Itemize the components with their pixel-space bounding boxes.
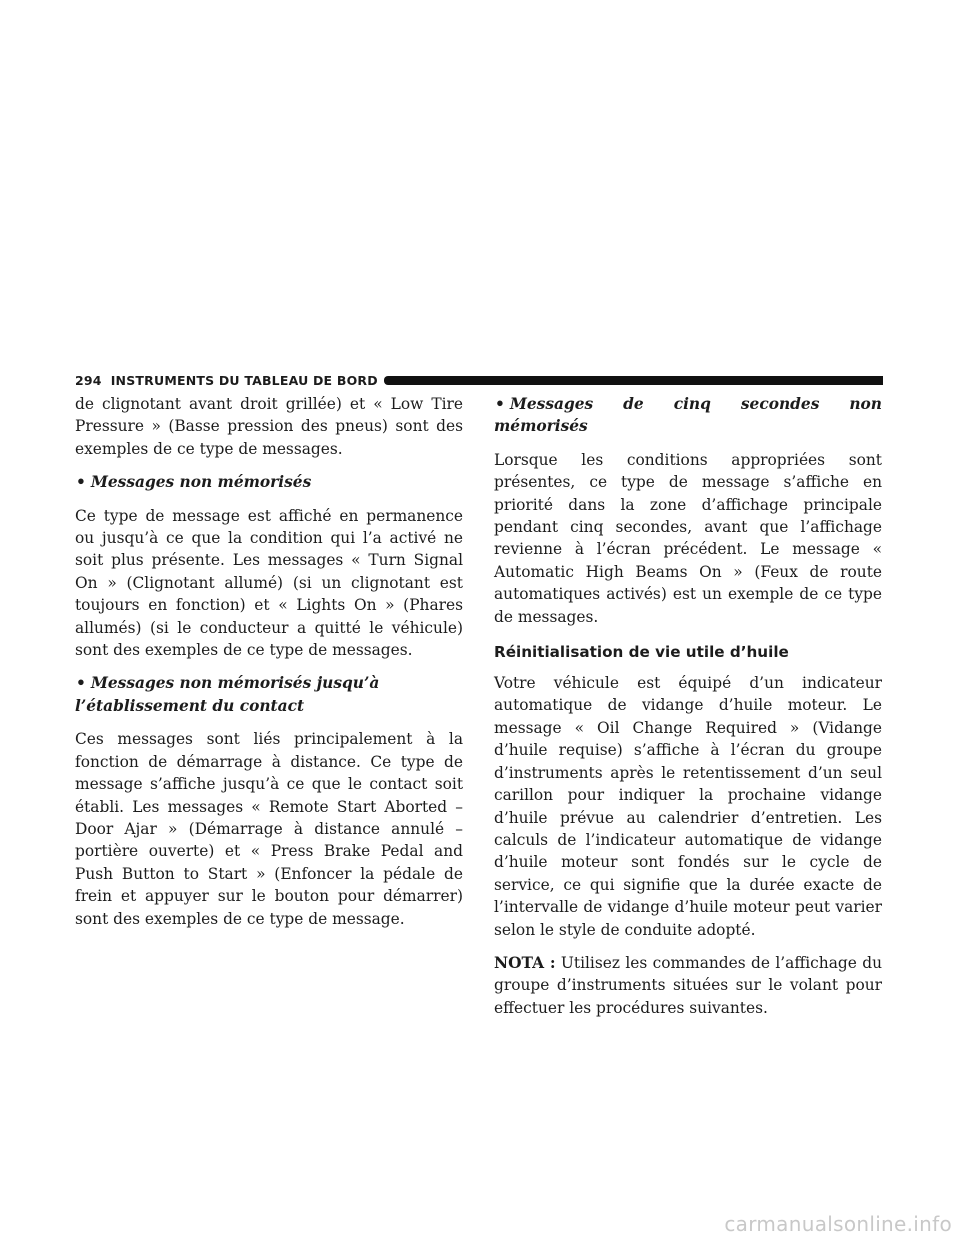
paragraph: Ce type de message est affiché en permanence ou jusqu’à ce que la condition qui l’a activé ne soit plus présente. Les messages « Turn Signal On » (Clignotant allumé) (si un clignotant est toujours en fonction) et « Lights On » (Phares allumés) (si le conducteur a quitté le véhicule) sont des exemples de ce type de messages. <box>75 506 463 660</box>
bullet-icon: • <box>76 674 86 693</box>
left-column <box>75 393 463 941</box>
paragraph: Votre véhicule est équipé d’un indicateur automatique de vidange d’huile moteur. Le message « Oil Change Required » (Vidange d’huile requise) s’affiche à l’écran du groupe d’instruments après le retentissement d’un seul carillon pour indiquer la prochaine vidange d’huile prévue au calendrier d’entretien. Les calculs de l’indicateur automatique de vidange d’huile moteur sont fondés sur le cycle de service, ce qui signifie que la durée exacte de l’intervalle de vidange d’huile moteur peut varier selon le style de conduite adopté. <box>494 674 882 939</box>
bullet-text: Messages non mémorisés jusqu’à l’établissement du contact <box>75 674 380 715</box>
section-heading: Réinitialisation de vie utile d’huile <box>494 643 789 662</box>
paragraph: de clignotant avant droit grillée) et « Low Tire Pressure » (Basse pression des pneus) sont des exemples de ce type de messages. <box>75 395 463 458</box>
paragraph: Ces messages sont liés principalement à la fonction de démarrage à distance. Ce type de message s’affiche jusqu’à ce que le contact soit établi. Les messages « Remote Start Aborted – Door Ajar » (Démarrage à distance annulé – portière ouverte) et « Press Brake Pedal and Push Button to Start » (Enfoncer la pédale de frein et appuyer sur le bouton pour démarrer) sont des exemples de ce type de message. <box>75 730 463 928</box>
bullet-text: Messages non mémorisés <box>90 473 312 492</box>
watermark: carmanualsonline.info <box>724 1212 952 1236</box>
note-paragraph <box>494 952 882 1019</box>
bullet-item <box>75 471 463 493</box>
page-number: 294 <box>75 372 102 388</box>
header-rule <box>384 376 883 385</box>
right-column <box>494 393 882 1030</box>
bullet-text: Messages de cinq secondes non mémorisés <box>494 395 882 436</box>
bullet-item <box>494 393 882 438</box>
note-label: NOTA : <box>494 953 556 972</box>
paragraph: Lorsque les conditions appropriées sont présentes, ce type de message s’affiche en priorité dans la zone d’affichage principale pendant cinq secondes, avant que l’affichage revienne à l’écran précédent. Le message « Automatic High Beams On » (Feux de route automatiques activés) est un exemple de ce type de messages. <box>494 450 882 626</box>
bullet-icon: • <box>495 395 505 413</box>
bullet-icon: • <box>76 473 86 492</box>
note-text: Utilisez les commandes de l’affichage du groupe d’instruments situées sur le volant pour effectuer les procédures suivantes. <box>494 953 882 1017</box>
page-header <box>75 372 883 388</box>
bullet-item <box>75 672 463 717</box>
section-title: INSTRUMENTS DU TABLEAU DE BORD <box>110 372 378 388</box>
